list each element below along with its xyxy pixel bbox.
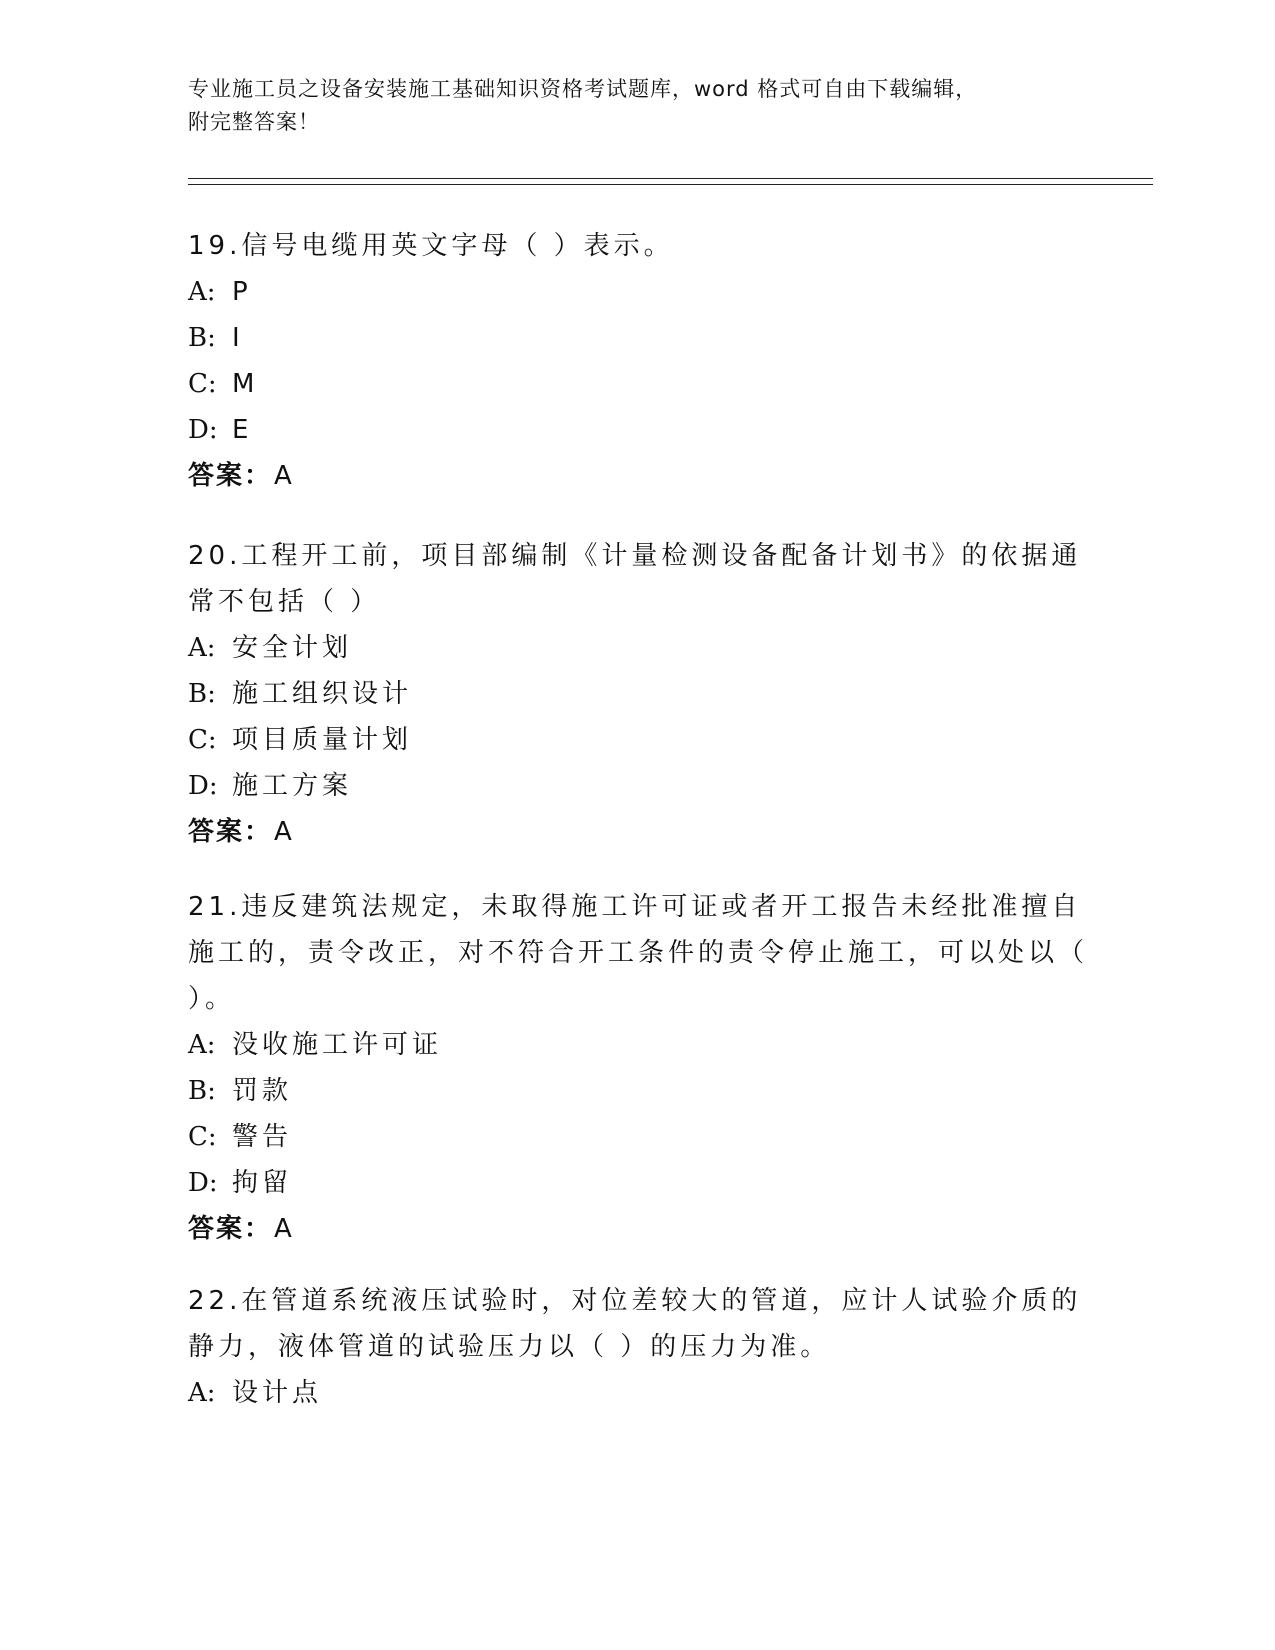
option-c bbox=[188, 1114, 1088, 1160]
header-line-2: 附完整答案！ bbox=[188, 110, 320, 134]
option-c bbox=[188, 717, 1088, 763]
option-letter: B: bbox=[188, 1076, 216, 1106]
answer bbox=[188, 809, 1088, 855]
header-double-rule bbox=[188, 178, 1153, 185]
option-text: 没收施工许可证 bbox=[232, 1030, 443, 1060]
option-letter: B: bbox=[188, 679, 216, 709]
option-a bbox=[188, 269, 1088, 315]
option-letter: A: bbox=[188, 1030, 216, 1060]
answer bbox=[188, 1206, 1088, 1252]
option-text: 安全计划 bbox=[232, 633, 353, 663]
option-text: P bbox=[232, 277, 252, 307]
question-20 bbox=[188, 533, 1088, 855]
option-a bbox=[188, 1370, 1088, 1416]
document-header bbox=[188, 73, 1088, 139]
question-stem: 19.信号电缆用英文字母（ ）表示。 bbox=[188, 231, 674, 261]
option-d bbox=[188, 407, 1088, 453]
answer-label: 答案： bbox=[188, 817, 273, 847]
option-letter: D: bbox=[188, 415, 218, 445]
question-stem: 22.在管道系统液压试验时，对位差较大的管道，应计人试验介质的静力，液体管道的试验压力以（ ）的压力为准。 bbox=[188, 1286, 1082, 1362]
option-d bbox=[188, 1160, 1088, 1206]
option-text: M bbox=[232, 369, 259, 399]
answer-label: 答案： bbox=[188, 461, 273, 491]
answer-value: A bbox=[274, 1214, 294, 1244]
option-c bbox=[188, 361, 1088, 407]
option-text: 施工组织设计 bbox=[232, 679, 413, 709]
question-stem: 21.违反建筑法规定，未取得施工许可证或者开工报告未经批准擅自施工的，责令改正，对不符合开工条件的责令停止施工，可以处以（ ）。 bbox=[188, 892, 1089, 1014]
option-letter: C: bbox=[188, 369, 217, 399]
option-letter: C: bbox=[188, 725, 217, 755]
answer bbox=[188, 453, 1088, 499]
answer-label: 答案： bbox=[188, 1214, 273, 1244]
option-text: 拘留 bbox=[232, 1168, 293, 1198]
option-b bbox=[188, 671, 1088, 717]
header-line-1: 专业施工员之设备安装施工基础知识资格考试题库，word 格式可自由下载编辑， bbox=[188, 77, 978, 101]
option-text: 设计点 bbox=[232, 1378, 323, 1408]
option-d bbox=[188, 763, 1088, 809]
option-letter: C: bbox=[188, 1122, 217, 1152]
question-19 bbox=[188, 223, 1088, 499]
option-text: E bbox=[232, 415, 253, 445]
question-22 bbox=[188, 1278, 1088, 1416]
option-text: 项目质量计划 bbox=[232, 725, 413, 755]
option-letter: A: bbox=[188, 277, 216, 307]
question-stem: 20.工程开工前，项目部编制《计量检测设备配备计划书》的依据通常不包括（ ） bbox=[188, 541, 1082, 617]
answer-value: A bbox=[274, 817, 294, 847]
option-letter: D: bbox=[188, 771, 218, 801]
option-text: 警告 bbox=[232, 1122, 293, 1152]
option-b bbox=[188, 1068, 1088, 1114]
option-letter: A: bbox=[188, 633, 216, 663]
option-text: I bbox=[232, 323, 244, 353]
option-text: 施工方案 bbox=[232, 771, 353, 801]
option-a bbox=[188, 1022, 1088, 1068]
option-letter: A: bbox=[188, 1378, 216, 1408]
question-21 bbox=[188, 884, 1088, 1252]
option-a bbox=[188, 625, 1088, 671]
option-b bbox=[188, 315, 1088, 361]
answer-value: A bbox=[274, 461, 294, 491]
option-text: 罚款 bbox=[232, 1076, 293, 1106]
option-letter: D: bbox=[188, 1168, 218, 1198]
option-letter: B: bbox=[188, 323, 216, 353]
